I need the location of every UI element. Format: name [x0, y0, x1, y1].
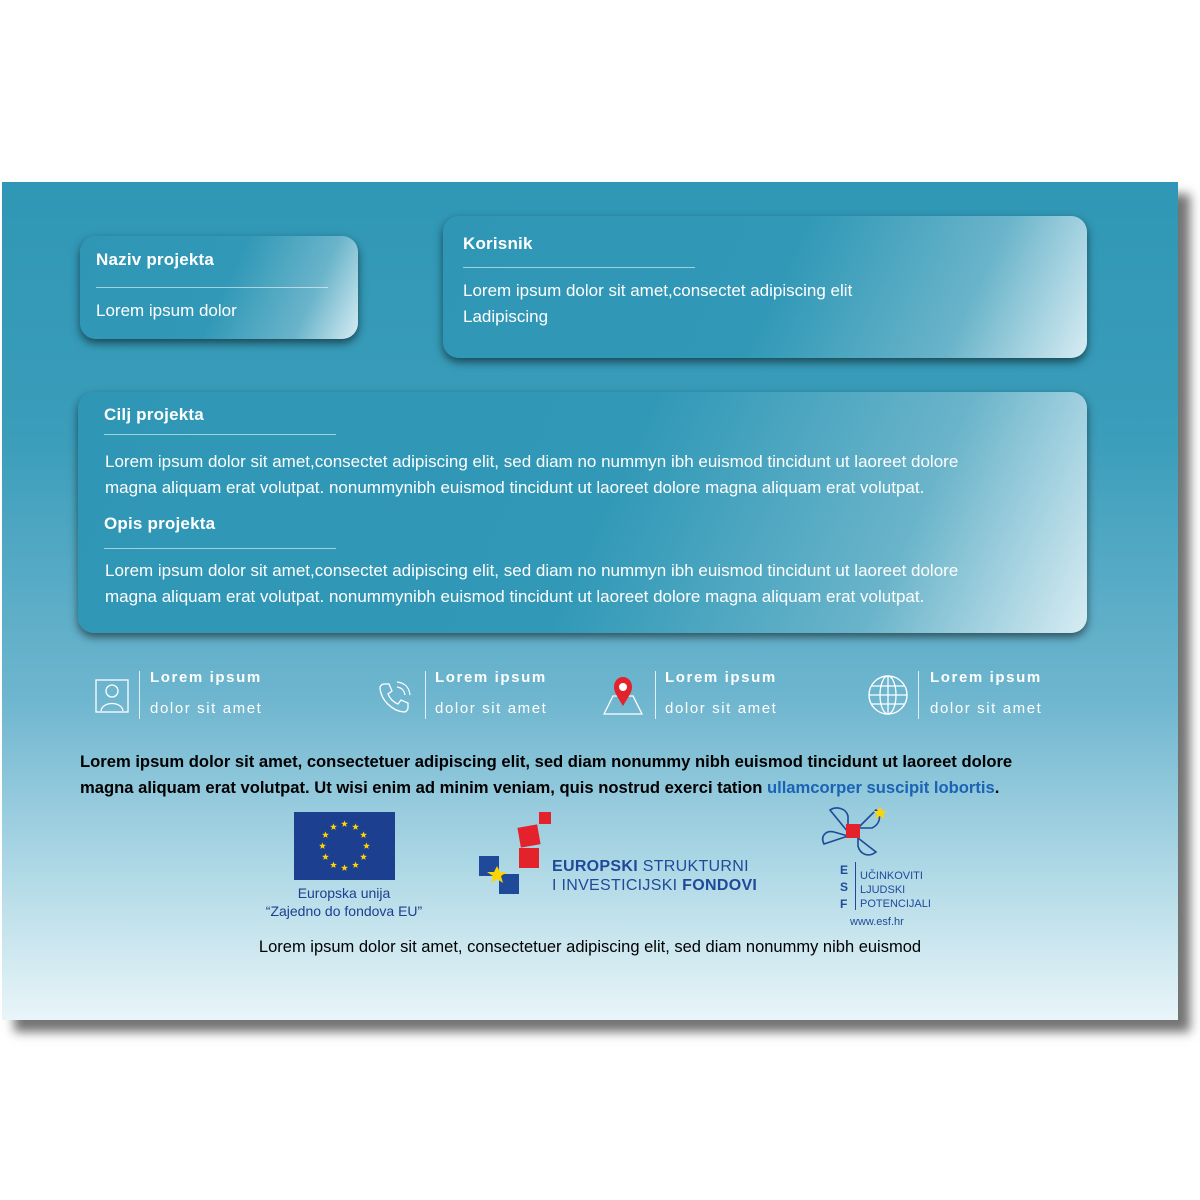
separator	[139, 671, 140, 719]
eu-caption-line-2: “Zajedno do fondova EU”	[265, 903, 423, 919]
esif-line-1	[552, 857, 757, 876]
paragraph-link[interactable]: ullamcorper suscipit lobortis	[766, 778, 995, 797]
beneficiary-text-line-2: Ladipiscing	[463, 307, 549, 326]
project-description-line-1: Lorem ipsum dolor sit amet,consectet adipiscing elit, sed diam no nummyn ibh euismod tincidunt ut laoreet dolore	[105, 561, 959, 580]
project-goal-card	[78, 392, 1087, 633]
esf-divider	[855, 862, 856, 910]
esif-rest-2: I INVESTICIJSKI	[552, 877, 683, 894]
project-goal-title: Cilj projekta	[104, 405, 204, 424]
separator	[918, 671, 919, 719]
esif-text	[552, 857, 757, 895]
eu-caption-line-1: Europska unija	[297, 885, 391, 901]
project-name-title: Naziv projekta	[96, 250, 215, 269]
project-name-value: Lorem ipsum dolor	[96, 301, 237, 320]
esf-line-1: UČINKOVITI	[860, 870, 923, 882]
person-icon	[94, 678, 130, 714]
esf-url[interactable]: www.esf.hr	[850, 916, 904, 928]
project-goal-line-1: Lorem ipsum dolor sit amet,consectet adipiscing elit, sed diam no nummyn ibh euismod tincidunt ut laoreet dolore	[105, 452, 959, 471]
paragraph-line-2-text: magna aliquam erat volutpat. Ut wisi enim ad minim veniam, quis nostrud exerci tation	[80, 778, 767, 797]
contact-sub: dolor sit amet	[665, 700, 778, 717]
esf-letter-f: F	[840, 897, 848, 911]
esif-strong-1: EUROPSKI	[552, 858, 638, 875]
beneficiary-title: Korisnik	[463, 234, 533, 253]
project-description-title: Opis projekta	[104, 514, 216, 533]
separator	[655, 671, 656, 719]
esif-strong-2: FONDOVI	[682, 877, 758, 894]
project-name-card	[80, 236, 358, 339]
contact-sub: dolor sit amet	[150, 700, 263, 717]
esf-line-2: LJUDSKI	[860, 884, 906, 896]
eu-flag-icon	[294, 812, 395, 880]
contact-title: Lorem ipsum	[665, 669, 777, 686]
esf-letter-e: E	[840, 863, 849, 877]
esf-letter-s: S	[840, 880, 849, 894]
beneficiary-card	[443, 216, 1087, 358]
esif-rest-1: STRUKTURNI	[637, 858, 749, 875]
contact-sub: dolor sit amet	[435, 700, 548, 717]
divider	[104, 434, 336, 435]
location-pin-icon	[601, 674, 645, 716]
divider	[104, 548, 336, 549]
esif-line-2	[552, 876, 757, 895]
poster	[2, 182, 1178, 1020]
phone-icon	[376, 678, 414, 716]
globe-icon	[866, 673, 910, 717]
eu-caption	[250, 884, 438, 920]
separator	[425, 671, 426, 719]
divider	[463, 267, 695, 268]
description-paragraph	[80, 749, 1100, 801]
paragraph-line-1: Lorem ipsum dolor sit amet, consectetuer adipiscing elit, sed diam nonummy nibh euismod tincidunt ut laoreet dolore	[80, 752, 1013, 771]
beneficiary-text-line-1: Lorem ipsum dolor sit amet,consectet adipiscing elit	[463, 281, 853, 300]
project-goal-line-2: magna aliquam erat volutpat. nonummynibh euismod tincidunt ut laoreet dolore magna aliquam erat volutpat.	[105, 478, 925, 497]
footer-text: Lorem ipsum dolor sit amet, consectetuer adipiscing elit, sed diam nonummy nibh euismod	[258, 938, 922, 956]
project-description-line-2: magna aliquam erat volutpat. nonummynibh euismod tincidunt ut laoreet dolore magna aliquam erat volutpat.	[105, 587, 925, 606]
paragraph-end: .	[994, 778, 1000, 797]
esf-line-3: POTENCIJALI	[860, 898, 931, 910]
divider	[96, 287, 328, 288]
esf-pinwheel-icon	[818, 804, 892, 858]
contact-title: Lorem ipsum	[150, 669, 262, 686]
esf-text	[860, 869, 931, 911]
paragraph-line-2	[80, 775, 1100, 801]
esf-acronym	[840, 862, 848, 913]
contact-title: Lorem ipsum	[435, 669, 547, 686]
contact-title: Lorem ipsum	[930, 669, 1042, 686]
contact-sub: dolor sit amet	[930, 700, 1043, 717]
